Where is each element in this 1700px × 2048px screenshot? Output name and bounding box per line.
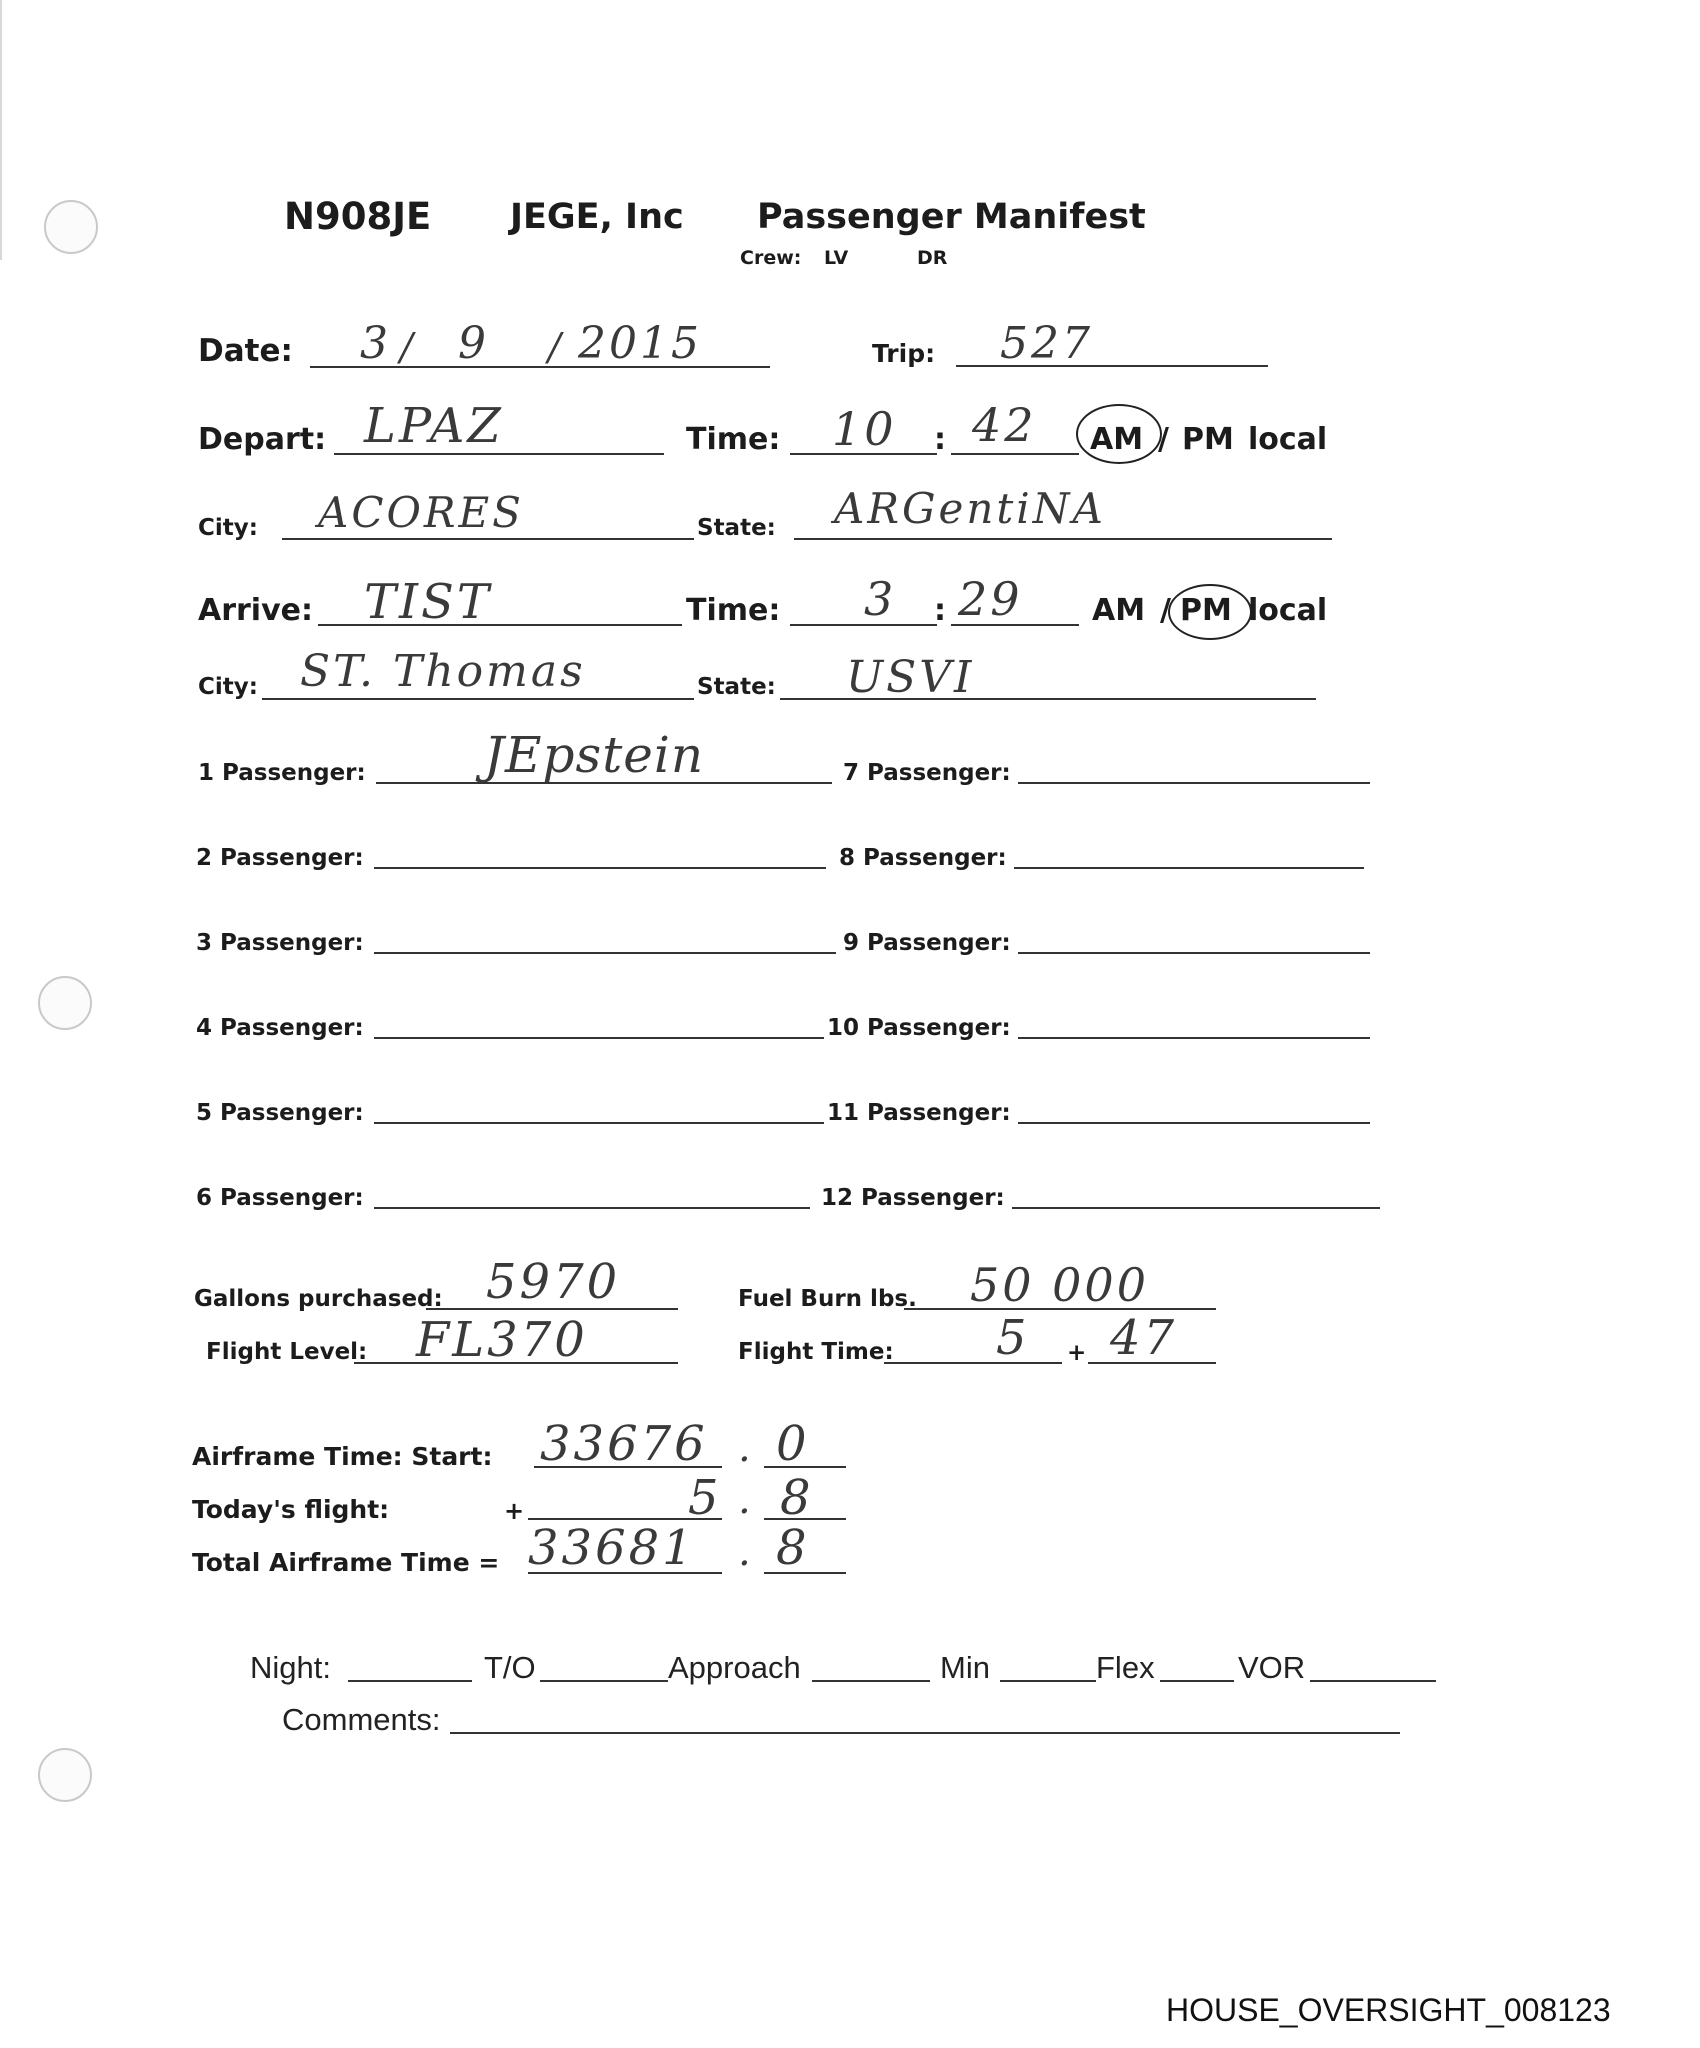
date-year: 2015 bbox=[578, 318, 702, 369]
depart-state-line bbox=[794, 538, 1332, 540]
passenger-7-label: 7 Passenger: bbox=[843, 760, 1011, 786]
approach-label: Approach bbox=[668, 1650, 801, 1685]
arrive-slash: / bbox=[1160, 593, 1171, 628]
flex-label: Flex bbox=[1096, 1650, 1155, 1685]
arrive-am: AM bbox=[1092, 593, 1146, 628]
depart-state: ARGentiNA bbox=[834, 484, 1106, 533]
arrive-local: local bbox=[1248, 593, 1328, 628]
night-label: Night: bbox=[250, 1650, 331, 1685]
depart-am: AM bbox=[1090, 422, 1144, 457]
passenger-8-label: 8 Passenger: bbox=[839, 845, 1007, 871]
depart-hour: 10 bbox=[832, 402, 897, 456]
tail-number: N908JE bbox=[284, 195, 432, 238]
passenger-6-line bbox=[374, 1207, 810, 1209]
passenger-11-label: 11 Passenger: bbox=[827, 1100, 1011, 1126]
depart-city-line bbox=[282, 538, 694, 540]
flight-time-label: Flight Time: bbox=[738, 1339, 894, 1365]
passenger-9-line bbox=[1018, 952, 1370, 954]
arrive-hour: 3 bbox=[864, 572, 897, 626]
binder-hole-middle bbox=[38, 976, 92, 1030]
fuel-burn-value: 50 000 bbox=[970, 1258, 1149, 1312]
total-airframe-dot: . bbox=[738, 1529, 754, 1575]
depart-min: 42 bbox=[972, 398, 1037, 452]
to-label: T/O bbox=[484, 1650, 536, 1685]
depart-city-label: City: bbox=[198, 515, 258, 541]
flight-level-label: Flight Level: bbox=[206, 1339, 368, 1365]
crew-label: Crew: bbox=[740, 247, 802, 269]
depart-local: local bbox=[1248, 422, 1328, 457]
todays-flight-tenth: 8 bbox=[780, 1470, 814, 1526]
date-label: Date: bbox=[198, 333, 293, 369]
passenger-6-label: 6 Passenger: bbox=[196, 1185, 364, 1211]
trip-label: Trip: bbox=[872, 339, 936, 368]
passenger-8-line bbox=[1014, 867, 1364, 869]
arrive-time-label: Time: bbox=[686, 593, 781, 628]
page-title: Passenger Manifest bbox=[757, 197, 1146, 237]
flight-level-value: FL370 bbox=[416, 1312, 588, 1368]
airframe-start-label: Airframe Time: Start: bbox=[192, 1442, 493, 1471]
arrive-city: ST. Thomas bbox=[300, 646, 586, 697]
depart-min-line bbox=[951, 453, 1079, 455]
passenger-5-line bbox=[374, 1122, 824, 1124]
airframe-start-tenth: 0 bbox=[776, 1416, 810, 1472]
page-edge bbox=[0, 0, 2, 260]
todays-flight-label: Today's flight: bbox=[192, 1495, 390, 1524]
date-sep-1: / bbox=[400, 325, 416, 369]
passenger-1-label: 1 Passenger: bbox=[198, 760, 366, 786]
binder-hole-top bbox=[44, 200, 98, 254]
depart-label: Depart: bbox=[198, 422, 327, 457]
binder-hole-bottom bbox=[38, 1748, 92, 1802]
passenger-1-value: JEpstein bbox=[484, 726, 705, 784]
bates-number: HOUSE_OVERSIGHT_008123 bbox=[1166, 1992, 1611, 2028]
fuel-burn-label: Fuel Burn lbs. bbox=[738, 1286, 917, 1312]
total-airframe-label: Total Airframe Time = bbox=[192, 1548, 500, 1577]
date-day: 9 bbox=[458, 318, 489, 369]
passenger-4-label: 4 Passenger: bbox=[196, 1015, 364, 1041]
depart-pm: PM bbox=[1182, 422, 1234, 457]
arrive-state: USVI bbox=[846, 652, 975, 703]
vor-line bbox=[1310, 1680, 1436, 1682]
passenger-11-line bbox=[1018, 1122, 1370, 1124]
airframe-start-dot: . bbox=[738, 1425, 754, 1471]
arrive-city-label: City: bbox=[198, 674, 258, 700]
todays-flight-whole: 5 bbox=[688, 1470, 722, 1526]
to-line bbox=[540, 1680, 668, 1682]
passenger-10-label: 10 Passenger: bbox=[827, 1015, 1011, 1041]
flight-time-hours-line bbox=[884, 1362, 1062, 1364]
total-airframe-whole: 33681 bbox=[528, 1520, 696, 1576]
arrive-pm: PM bbox=[1180, 593, 1232, 628]
depart-value: LPAZ bbox=[364, 398, 504, 454]
depart-slash: / bbox=[1158, 422, 1169, 457]
date-sep-2: / bbox=[548, 325, 564, 369]
passenger-3-label: 3 Passenger: bbox=[196, 930, 364, 956]
flight-time-minutes: 47 bbox=[1110, 1310, 1178, 1366]
crew-1: LV bbox=[824, 247, 849, 269]
arrive-state-label: State: bbox=[697, 674, 776, 700]
approach-line bbox=[812, 1680, 930, 1682]
arrive-min: 29 bbox=[958, 572, 1023, 626]
todays-flight-plus: + bbox=[504, 1497, 525, 1525]
arrive-time-colon: : bbox=[934, 593, 946, 628]
depart-time-label: Time: bbox=[686, 422, 781, 457]
arrive-city-line bbox=[262, 698, 694, 700]
passenger-3-line bbox=[374, 952, 836, 954]
gallons-label: Gallons purchased: bbox=[194, 1286, 443, 1312]
passenger-12-line bbox=[1012, 1207, 1380, 1209]
depart-state-label: State: bbox=[697, 515, 776, 541]
min-line bbox=[1000, 1680, 1096, 1682]
arrive-label: Arrive: bbox=[198, 593, 313, 628]
passenger-7-line bbox=[1018, 782, 1370, 784]
todays-flight-dot: . bbox=[738, 1477, 754, 1523]
passenger-10-line bbox=[1018, 1037, 1370, 1039]
comments-line bbox=[450, 1732, 1400, 1734]
company-name: JEGE, Inc bbox=[510, 197, 684, 237]
passenger-2-label: 2 Passenger: bbox=[196, 845, 364, 871]
night-line bbox=[348, 1680, 472, 1682]
total-airframe-tenth: 8 bbox=[776, 1520, 810, 1576]
trip-value: 527 bbox=[1000, 318, 1093, 369]
vor-label: VOR bbox=[1238, 1650, 1306, 1685]
depart-time-colon: : bbox=[934, 422, 946, 457]
passenger-12-label: 12 Passenger: bbox=[821, 1185, 1005, 1211]
date-month: 3 bbox=[360, 318, 391, 369]
crew-2: DR bbox=[917, 247, 948, 269]
passenger-5-label: 5 Passenger: bbox=[196, 1100, 364, 1126]
comments-label: Comments: bbox=[282, 1702, 441, 1737]
passenger-2-line bbox=[374, 867, 826, 869]
arrive-value: TIST bbox=[364, 574, 492, 630]
min-label: Min bbox=[940, 1650, 990, 1685]
flight-time-hours: 5 bbox=[996, 1310, 1030, 1366]
passenger-4-line bbox=[374, 1037, 824, 1039]
gallons-value: 5970 bbox=[486, 1254, 621, 1310]
flex-line bbox=[1160, 1680, 1234, 1682]
flight-time-plus: + bbox=[1067, 1340, 1087, 1366]
passenger-9-label: 9 Passenger: bbox=[843, 930, 1011, 956]
depart-city: ACORES bbox=[318, 488, 524, 537]
airframe-start-whole: 33676 bbox=[540, 1416, 708, 1472]
